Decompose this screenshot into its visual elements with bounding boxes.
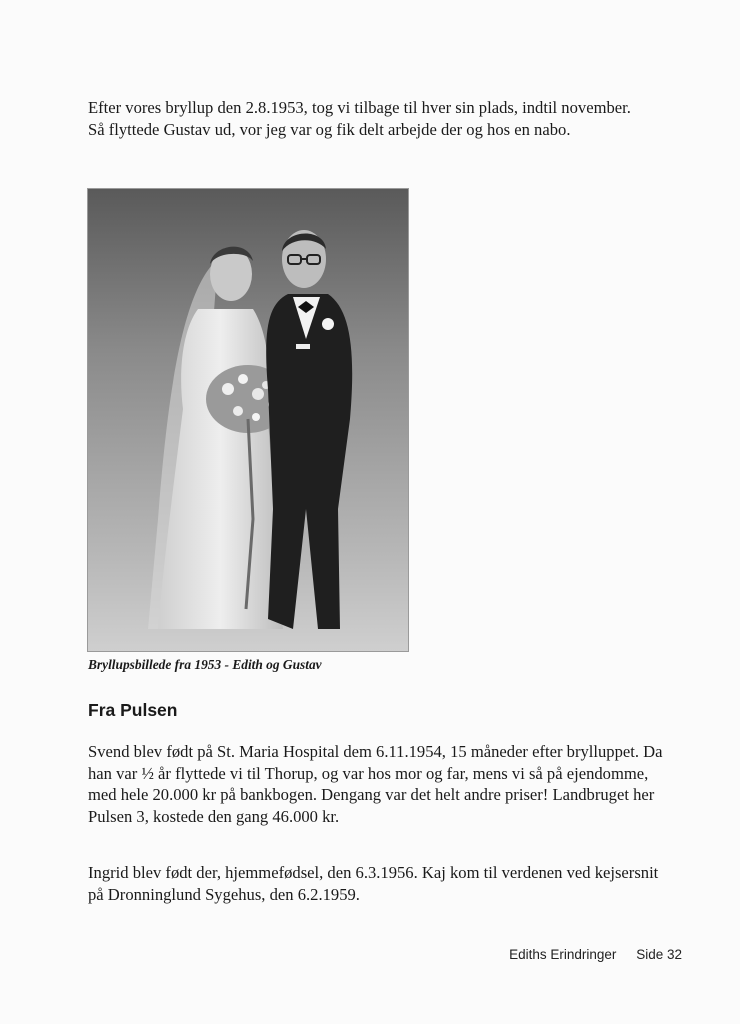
paragraph-pulsen: Svend blev født på St. Maria Hospital dem 6.11.1954, 15 måneder efter brylluppet. Da han var ½ år flyttede vi til Thorup, og var hos mor og far, mens vi så på ejendomme, med hele 20.000 kr på bankbogen. Dengang var det helt andre priser! Landbruget her Pulsen 3, kostede den gang 46.000 kr. (88, 742, 663, 826)
page-number: Side 32 (636, 947, 682, 962)
section-heading: Fra Pulsen (88, 700, 178, 720)
paragraph-wedding: Efter vores bryllup den 2.8.1953, tog vi tilbage til hver sin plads, indtil november. Så flyttede Gustav ud, vor jeg var og fik delt arbejde der og hos en nabo. (88, 98, 631, 139)
page-footer (509, 947, 682, 962)
paragraph-children: Ingrid blev født der, hjemmefødsel, den 6.3.1956. Kaj kom til verdenen ved kejsersnit på Dronninglund Sygehus, den 6.2.1959. (88, 863, 659, 904)
photo-caption: Bryllupsbillede fra 1953 - Edith og Gustav (88, 657, 322, 672)
wedding-photo (87, 188, 409, 652)
footer-title: Ediths Erindringer (509, 947, 617, 962)
